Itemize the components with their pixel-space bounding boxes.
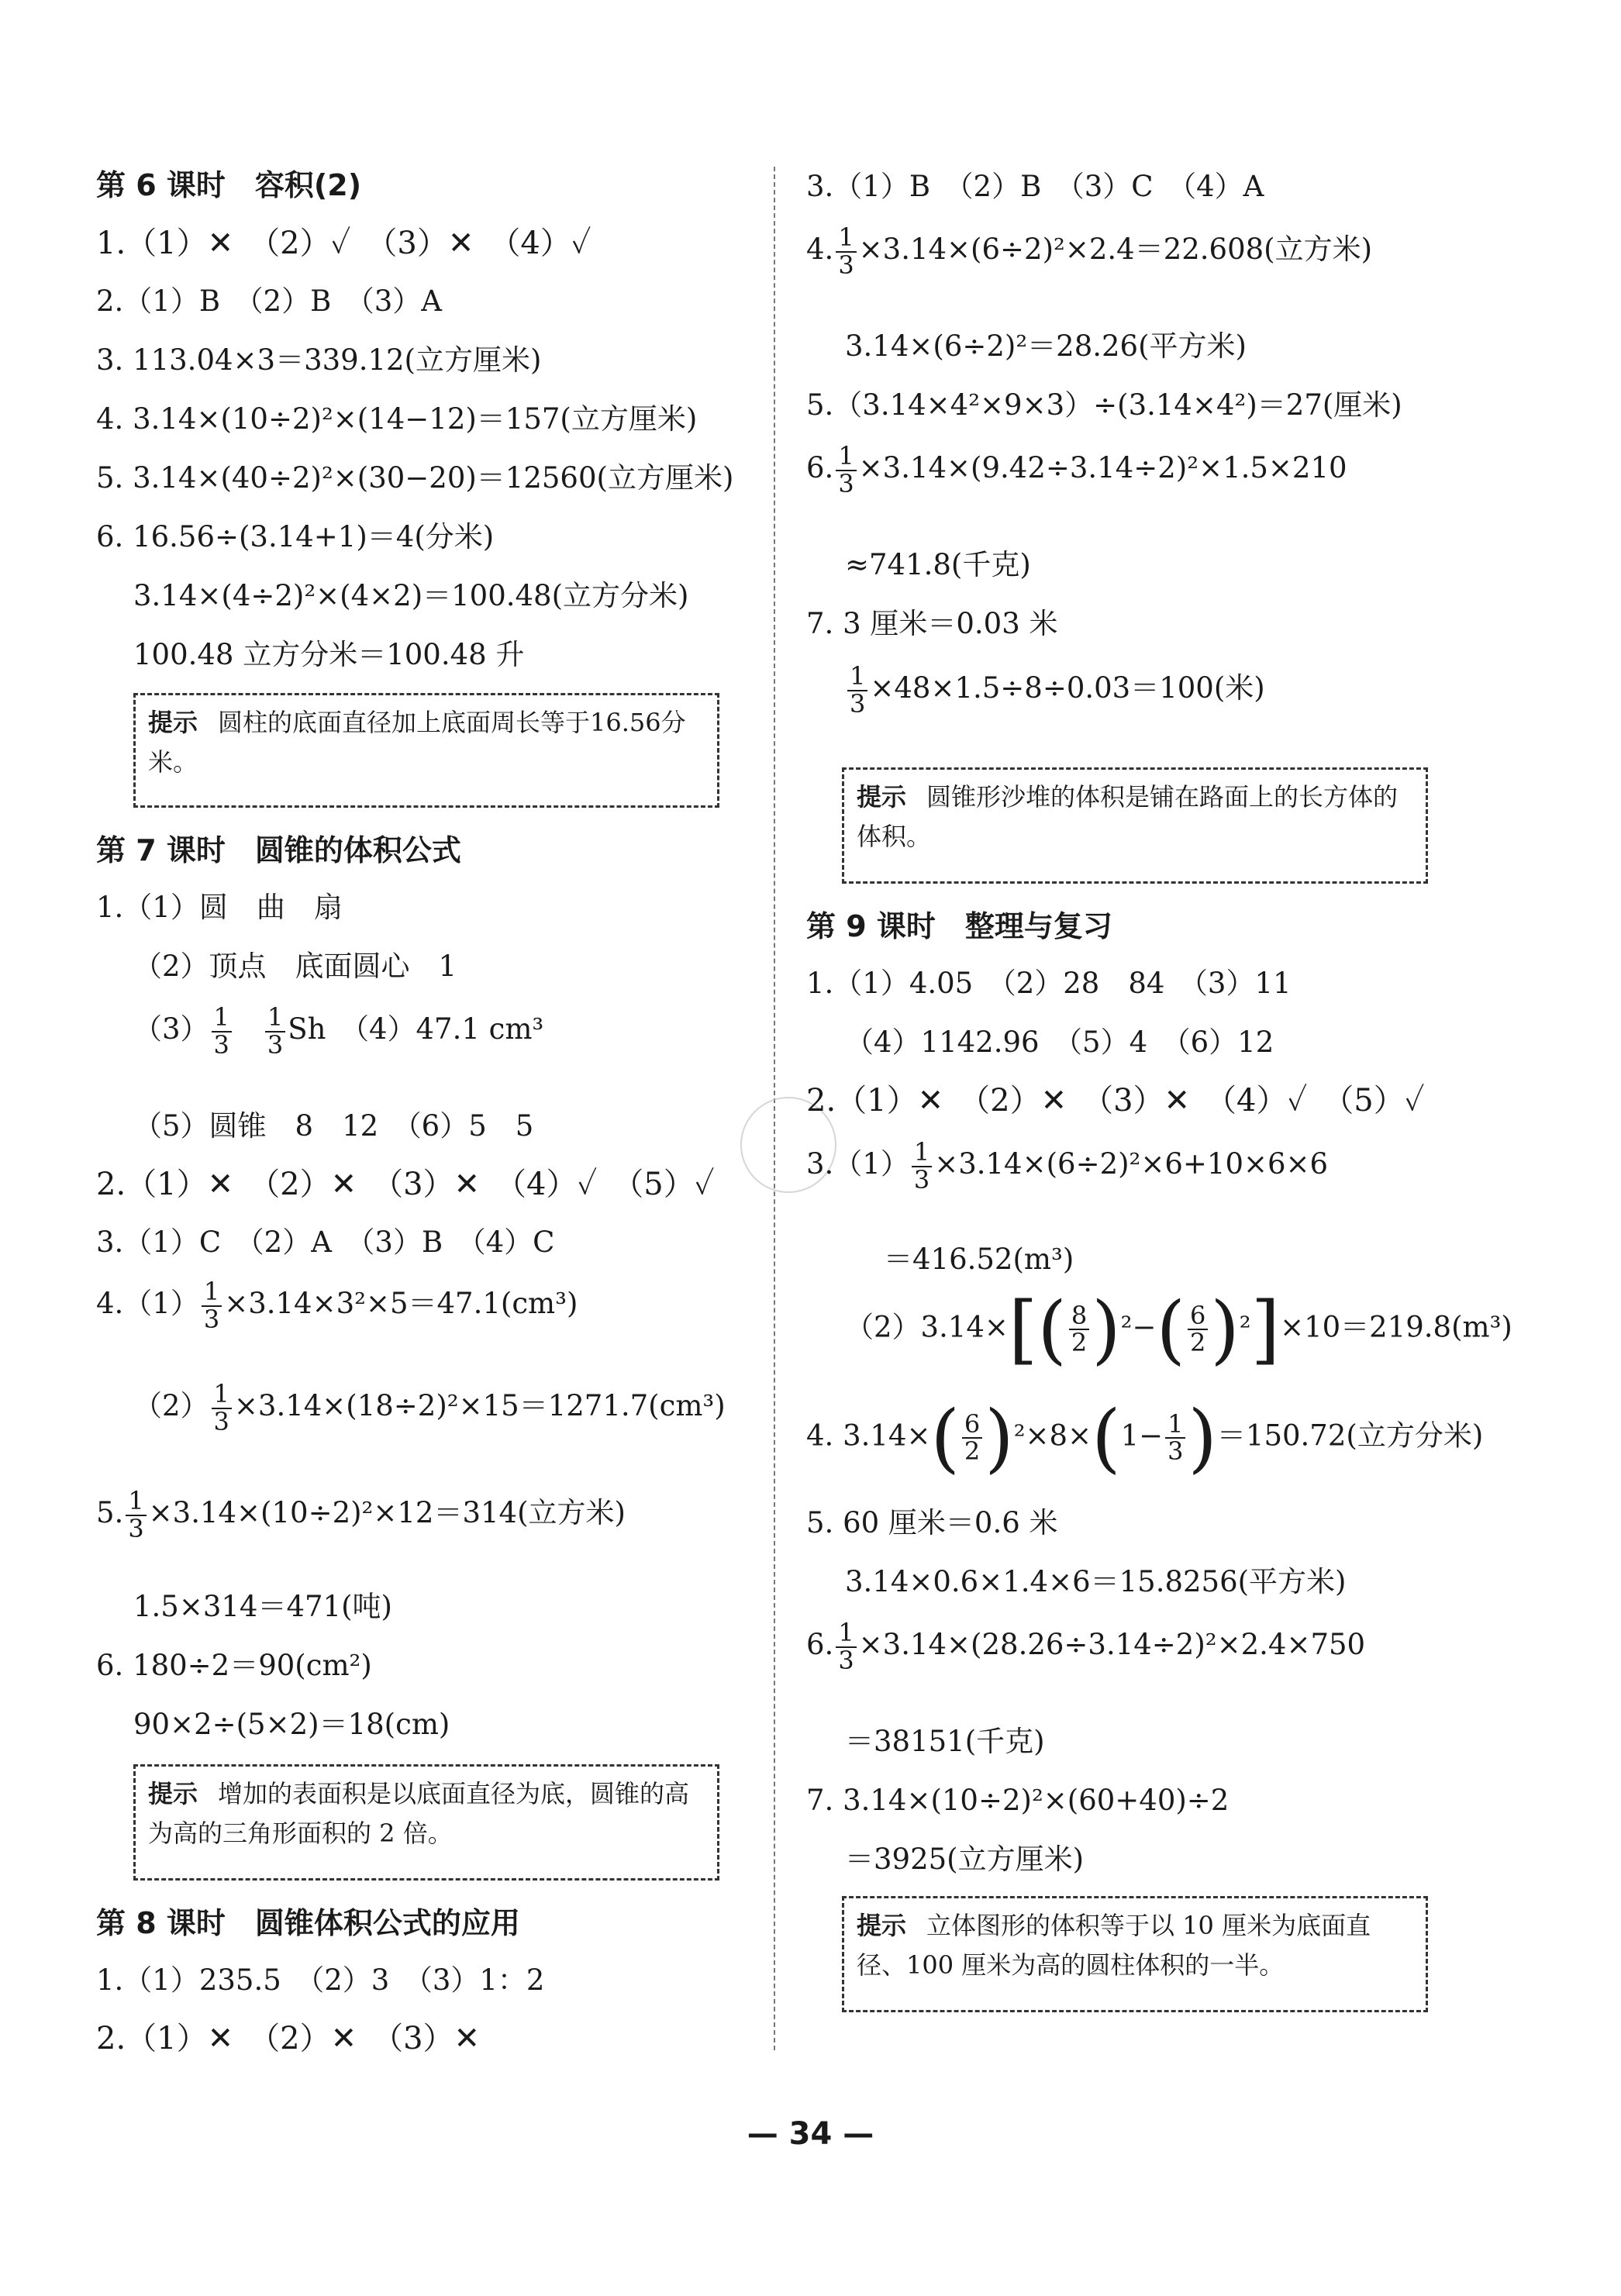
text: ×3.14×(10÷2)²×12＝314(立方米) bbox=[148, 1496, 626, 1530]
bracket: ] bbox=[1250, 1286, 1281, 1373]
numerator: 1 bbox=[265, 1005, 285, 1033]
answer-row: 3.14×0.6×1.4×6＝15.8256(平方米) bbox=[845, 1565, 1347, 1598]
numerator: 6 bbox=[1188, 1303, 1208, 1331]
answer-row: （5）圆锥 8 12 （6）5 5 bbox=[133, 1109, 534, 1143]
fraction bbox=[265, 1002, 285, 1060]
text: − bbox=[1132, 1310, 1157, 1344]
denominator: 3 bbox=[838, 468, 854, 498]
tip-box bbox=[842, 767, 1428, 884]
superscript: ² bbox=[1239, 1310, 1251, 1344]
answer-row bbox=[96, 1488, 626, 1542]
text: 4.（1） bbox=[96, 1287, 199, 1321]
lesson-7-title: 第 7 课时 圆锥的体积公式 bbox=[96, 833, 461, 867]
text: （2）3.14× bbox=[845, 1310, 1009, 1344]
numerator: 8 bbox=[1069, 1303, 1089, 1331]
paren: ) bbox=[985, 1394, 1014, 1481]
numerator: 1 bbox=[212, 1005, 232, 1033]
tip-label: 提示 bbox=[857, 1911, 907, 1940]
text: ×48×1.5÷8÷0.03＝100(米) bbox=[870, 671, 1265, 705]
answer-row: 3.14×(4÷2)²×(4×2)＝100.48(立方分米) bbox=[133, 579, 689, 612]
tip-text: 圆锥形沙堆的体积是铺在路面上的长方体的体积。 bbox=[857, 782, 1399, 852]
denominator: 3 bbox=[850, 688, 866, 719]
answer-row: 1.（1）圆 曲 扇 bbox=[96, 891, 343, 924]
text: （2） bbox=[133, 1389, 209, 1423]
text: 6. bbox=[806, 1628, 834, 1662]
superscript: ² bbox=[1120, 1310, 1133, 1344]
fraction bbox=[1165, 1408, 1185, 1467]
tip-box bbox=[842, 1896, 1428, 2012]
fraction bbox=[847, 661, 867, 719]
tip-label: 提示 bbox=[148, 708, 198, 737]
fraction bbox=[212, 1381, 232, 1435]
lesson-6-title: 第 6 课时 容积(2) bbox=[96, 168, 362, 202]
tip-box bbox=[133, 693, 719, 808]
answer-row bbox=[806, 1620, 1365, 1674]
denominator: 3 bbox=[213, 1406, 229, 1436]
answer-row bbox=[806, 443, 1347, 497]
denominator: 3 bbox=[213, 1029, 229, 1060]
answer-row: 1.（1）✕ （2）✓ （3）✕ （4）✓ bbox=[96, 226, 591, 261]
answer-row bbox=[133, 1002, 544, 1060]
answer-row: 6. 16.56÷(3.14+1)＝4(分米) bbox=[96, 520, 495, 553]
answer-row: 1.（1）4.05 （2）28 84 （3）11 bbox=[806, 967, 1292, 1000]
answer-row: （4）1142.96 （5）4 （6）12 bbox=[845, 1026, 1274, 1059]
text: 6. bbox=[806, 451, 834, 485]
text: ×10＝219.8(m³) bbox=[1280, 1310, 1512, 1344]
answer-row: 100.48 立方分米＝100.48 升 bbox=[133, 638, 525, 671]
numerator: 1 bbox=[212, 1381, 232, 1409]
text: ＝150.72(立方分米) bbox=[1216, 1419, 1484, 1453]
tip-box bbox=[133, 1764, 719, 1881]
text: ²×8× bbox=[1013, 1419, 1092, 1453]
answer-row: 90×2÷(5×2)＝18(cm) bbox=[133, 1708, 450, 1741]
paren: ( bbox=[1156, 1286, 1185, 1373]
denominator: 2 bbox=[964, 1436, 981, 1467]
answer-row: 2.（1）B （2）B （3）A bbox=[96, 284, 443, 318]
text: ×3.14×(28.26÷3.14÷2)²×2.4×750 bbox=[858, 1628, 1366, 1662]
answer-row: 5. 60 厘米＝0.6 米 bbox=[806, 1506, 1058, 1539]
paren: ) bbox=[1092, 1286, 1121, 1373]
tip-text: 圆柱的底面直径加上底面周长等于16.56分米。 bbox=[148, 708, 686, 777]
answer-row: 1.5×314＝471(吨) bbox=[133, 1590, 392, 1623]
answer-row: 3.14×(6÷2)²＝28.26(平方米) bbox=[845, 329, 1247, 363]
text: 5. bbox=[96, 1496, 124, 1530]
answer-row: 5.（3.14×4²×9×3）÷(3.14×4²)＝27(厘米) bbox=[806, 388, 1402, 422]
tip-label: 提示 bbox=[148, 1779, 198, 1808]
fraction bbox=[202, 1279, 222, 1332]
tip-text: 立体图形的体积等于以 10 厘米为底面直径、100 厘米为高的圆柱体积的一半。 bbox=[857, 1911, 1371, 1981]
denominator: 3 bbox=[838, 1645, 854, 1675]
answer-row bbox=[133, 1381, 726, 1435]
answer-row: 2.（1）✕ （2）✕ （3）✕ bbox=[96, 2021, 481, 2056]
answer-row: ＝416.52(m³) bbox=[884, 1243, 1074, 1276]
answer-row bbox=[845, 1286, 1512, 1373]
text: （3） bbox=[133, 1012, 209, 1046]
answer-row bbox=[806, 1394, 1484, 1481]
denominator: 3 bbox=[128, 1513, 144, 1543]
lesson-8-title: 第 8 课时 圆锥体积公式的应用 bbox=[96, 1906, 520, 1940]
answer-row: 3.（1）B （2）B （3）C （4）A bbox=[806, 170, 1264, 203]
answer-row: 7. 3.14×(10÷2)²×(60+40)÷2 bbox=[806, 1784, 1230, 1817]
paren: ( bbox=[1092, 1394, 1121, 1481]
numerator: 1 bbox=[836, 225, 856, 253]
fraction bbox=[1188, 1300, 1208, 1358]
answer-row bbox=[806, 222, 1373, 280]
paren: ( bbox=[930, 1394, 960, 1481]
text: Sh （4）47.1 cm³ bbox=[288, 1012, 544, 1046]
text: ×3.14×(6÷2)²×6+10×6×6 bbox=[934, 1147, 1329, 1181]
answer-row: ≈741.8(千克) bbox=[845, 548, 1031, 581]
page-number: — 34 — bbox=[747, 2116, 874, 2152]
numerator: 6 bbox=[962, 1412, 982, 1439]
fraction bbox=[212, 1002, 232, 1060]
denominator: 3 bbox=[913, 1164, 930, 1195]
paren: ) bbox=[1188, 1394, 1217, 1481]
denominator: 2 bbox=[1071, 1328, 1088, 1358]
answer-row: 2.（1）✕ （2）✕ （3）✕ （4）✓ （5）✓ bbox=[806, 1083, 1425, 1119]
answer-row: 3. 113.04×3＝339.12(立方厘米) bbox=[96, 343, 542, 377]
numerator: 1 bbox=[836, 1620, 856, 1648]
tip-label: 提示 bbox=[857, 782, 907, 812]
answer-row: 2.（1）✕ （2）✕ （3）✕ （4）✓ （5）✓ bbox=[96, 1167, 715, 1202]
text: 1− bbox=[1120, 1419, 1164, 1453]
answer-row bbox=[806, 1139, 1328, 1193]
answer-row bbox=[96, 1279, 578, 1332]
denominator: 3 bbox=[838, 250, 854, 280]
answer-row: 5. 3.14×(40÷2)²×(30−20)＝12560(立方厘米) bbox=[96, 461, 734, 495]
text: ×3.14×(6÷2)²×2.4＝22.608(立方米) bbox=[858, 233, 1373, 267]
answer-row: 7. 3 厘米＝0.03 米 bbox=[806, 607, 1058, 640]
paren: ( bbox=[1037, 1286, 1067, 1373]
lesson-9-title: 第 9 课时 整理与复习 bbox=[806, 909, 1112, 943]
paren: ) bbox=[1210, 1286, 1240, 1373]
numerator: 1 bbox=[836, 443, 856, 471]
numerator: 1 bbox=[847, 664, 867, 691]
answer-row: ＝38151(千克) bbox=[845, 1725, 1045, 1758]
answer-row: （2）顶点 底面圆心 1 bbox=[133, 950, 457, 983]
fraction bbox=[836, 222, 856, 280]
denominator: 3 bbox=[1167, 1436, 1184, 1467]
answer-row: 4. 3.14×(10÷2)²×(14−12)＝157(立方厘米) bbox=[96, 402, 698, 436]
answer-row: 6. 180÷2＝90(cm²) bbox=[96, 1649, 372, 1682]
numerator: 1 bbox=[126, 1488, 146, 1516]
denominator: 3 bbox=[203, 1304, 220, 1334]
denominator: 2 bbox=[1189, 1328, 1206, 1358]
text: 4. 3.14× bbox=[806, 1419, 931, 1453]
denominator: 3 bbox=[267, 1029, 284, 1060]
answer-row bbox=[845, 661, 1265, 719]
bracket: [ bbox=[1008, 1286, 1038, 1373]
numerator: 1 bbox=[1165, 1412, 1185, 1439]
fraction bbox=[836, 1620, 856, 1674]
tip-text: 增加的表面积是以底面直径为底，圆锥的高为高的三角形面积的 2 倍。 bbox=[148, 1779, 690, 1849]
text: ×3.14×(9.42÷3.14÷2)²×1.5×210 bbox=[858, 451, 1347, 485]
answer-row: ＝3925(立方厘米) bbox=[845, 1843, 1085, 1876]
fraction bbox=[126, 1488, 146, 1542]
text: ×3.14×(18÷2)²×15＝1271.7(cm³) bbox=[233, 1389, 726, 1423]
numerator: 1 bbox=[912, 1139, 932, 1167]
fraction bbox=[836, 443, 856, 497]
answer-row: 1.（1）235.5 （2）3 （3）1：2 bbox=[96, 1963, 545, 1997]
text: 3.（1） bbox=[806, 1147, 909, 1181]
fraction bbox=[1069, 1300, 1089, 1358]
fraction bbox=[912, 1139, 932, 1193]
answer-row: 3.（1）C （2）A （3）B （4）C bbox=[96, 1226, 555, 1259]
text: ×3.14×3²×5＝47.1(cm³) bbox=[224, 1287, 578, 1321]
numerator: 1 bbox=[202, 1279, 222, 1307]
fraction bbox=[962, 1408, 982, 1467]
text: 4. bbox=[806, 233, 834, 267]
